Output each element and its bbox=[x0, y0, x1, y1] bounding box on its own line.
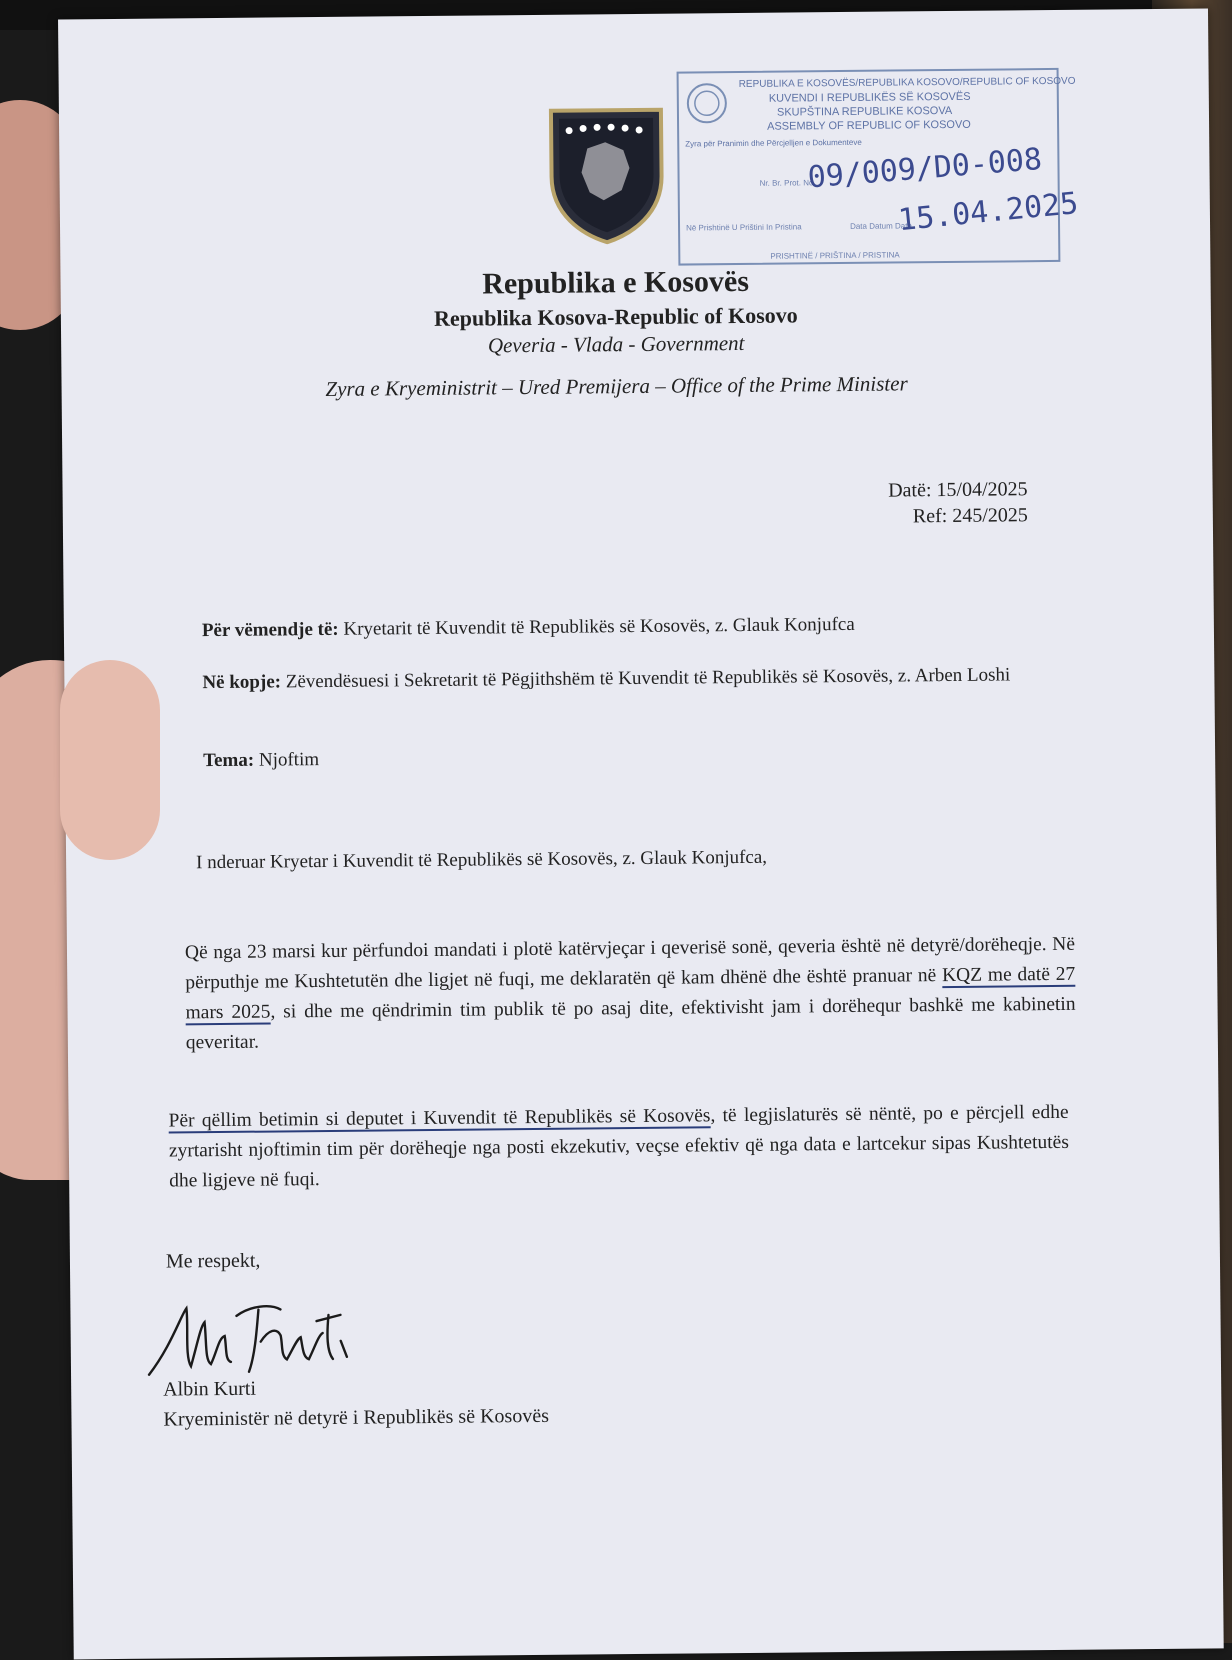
copy-line bbox=[202, 660, 1032, 698]
stamp-line-4: ASSEMBLY OF REPUBLIC OF KOSOVO bbox=[767, 118, 971, 133]
body-paragraph-1 bbox=[185, 930, 1076, 1059]
country-subtitle: Republika Kosova-Republic of Kosovo bbox=[433, 302, 798, 331]
copy-label: Në kopje: bbox=[202, 671, 282, 694]
subject-label: Tema: bbox=[203, 749, 255, 772]
body-paragraph-2 bbox=[168, 1098, 1069, 1197]
stamp-date: 15.04.2025 bbox=[896, 185, 1080, 239]
signer-name: Albin Kurti bbox=[163, 1377, 257, 1401]
para2-underlined: Për qëllim betimin si deputet i Kuvendit të Republikës së Kosovës bbox=[168, 1105, 711, 1132]
stamp-line-3: SKUPŠTINA REPUBLIKE KOSOVA bbox=[776, 104, 953, 119]
closing-regards: Me respekt, bbox=[165, 1249, 261, 1273]
stamp-label-place: Në Prishtinë U Prištini In Pristina bbox=[686, 222, 802, 233]
stamp-label-number: Nr. Br. Prot. No. bbox=[759, 178, 816, 188]
para2-text-rest: , të legjislaturës së nëntë, po e përcjell edhe zyrtarisht njoftimin tim për dorëheqje nga posti ekzekutiv, veçse efektiv që nga data e lartcekur sipas Kushtetutës dhe ligjeve në fuqi. bbox=[168, 1101, 1069, 1192]
stamp-footer: PRISHTINË / PRIŠTINA / PRISTINA bbox=[770, 250, 900, 261]
handwritten-signature bbox=[140, 1285, 361, 1387]
para1-text-start: Që nga 23 marsi kur përfundoi mandati i plotë katërvjeçar i qeverisë sonë, qeveria është në detyrë/dorëheqje. Në përputhje me Kushtetutën dhe ligjet në fuqi, me deklaratën që kam dhënë dhe është pranuar në bbox=[184, 933, 1076, 994]
country-title: Republika e Kosovës bbox=[482, 264, 750, 301]
para1-underlined: KQZ me datë 27 mars 2025 bbox=[185, 963, 1076, 1024]
stamp-label-date: Data Datum Date bbox=[850, 221, 912, 231]
office-line: Zyra e Kryeministrit – Ured Premijera – Office of the Prime Minister bbox=[325, 371, 908, 401]
letter-date: Datë: 15/04/2025 bbox=[888, 478, 1028, 502]
para1-text-end: , si dhe me qëndrimin tim publik të po asaj dite, efektivisht jam i dorëhequr bashkë me kabinetin qeveritar. bbox=[185, 993, 1076, 1054]
attention-line bbox=[202, 608, 1102, 647]
stamp-line-2: KUVENDI I REPUBLIKËS SË KOSOVËS bbox=[768, 90, 971, 105]
letter-page bbox=[58, 8, 1224, 1659]
assembly-seal-icon bbox=[685, 81, 729, 125]
signer-title: Kryeministër në detyrë i Republikës së Kosovës bbox=[163, 1404, 550, 1431]
attention-value: Kryetarit të Kuvendit të Republikës së Kosovës, z. Glauk Konjufca bbox=[343, 613, 855, 640]
thumb bbox=[60, 660, 160, 860]
subject-value: Njoftim bbox=[258, 749, 320, 771]
attention-label: Për vëmendje të: bbox=[201, 618, 339, 642]
stamp-protocol-number: 09/009/D0-008 bbox=[806, 141, 1044, 196]
kosovo-emblem-icon bbox=[547, 106, 666, 245]
government-line: Qeveria - Vlada - Government bbox=[487, 330, 745, 358]
subject-line bbox=[203, 745, 319, 776]
letter-reference: Ref: 245/2025 bbox=[912, 504, 1028, 528]
registration-stamp bbox=[677, 68, 1080, 266]
salutation: I nderuar Kryetar i Kuvendit të Republikës së Kosovës, z. Glauk Konjufca, bbox=[196, 846, 768, 874]
copy-value: Zëvendësuesi i Sekretarit të Pëgjithshëm të Kuvendit të Republikës së Kosovës, z. Arben Loshi bbox=[285, 664, 1011, 693]
stamp-line-5: Zyra për Pranimin dhe Përcjelljen e Dokumenteve bbox=[685, 137, 862, 149]
stamp-line-1: REPUBLIKA E KOSOVËS/REPUBLIKA KOSOVO/REPUBLIC OF KOSOVO bbox=[738, 75, 1076, 90]
